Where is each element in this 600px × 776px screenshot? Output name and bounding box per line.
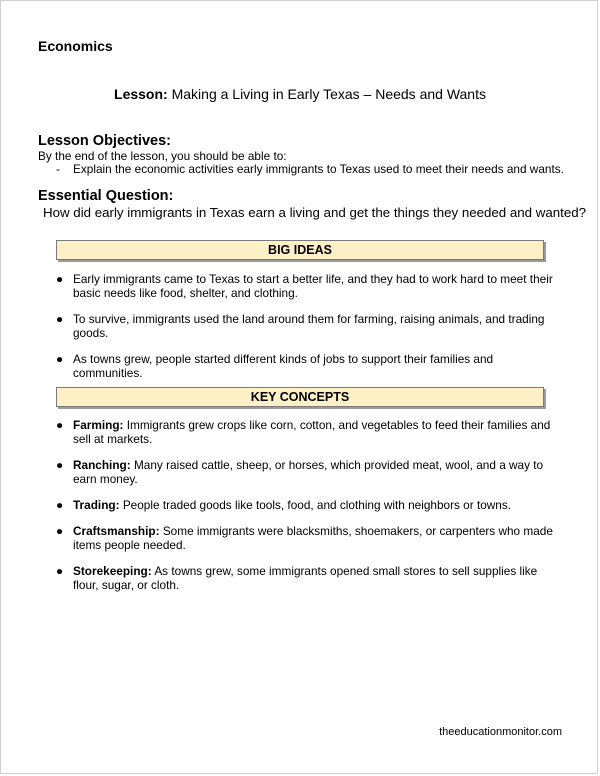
key-concept-text: Some immigrants were blacksmiths, shoemakers, or carpenters who made items people needed. (73, 524, 553, 552)
bullet-icon: ● (56, 418, 64, 432)
big-ideas-banner: BIG IDEAS (56, 240, 544, 260)
big-idea-item (56, 272, 556, 300)
key-concept-text: As towns grew, some immigrants opened small stores to sell supplies like flour, sugar, or cloth. (73, 564, 538, 592)
big-idea-text: To survive, immigrants used the land around them for farming, raising animals, and trading goods. (73, 312, 545, 340)
bullet-icon: ● (56, 498, 64, 512)
key-concept-item (56, 418, 556, 446)
bullet-icon: ● (56, 272, 64, 286)
key-concept-text: Many raised cattle, sheep, or horses, which provided meat, wool, and a way to earn money. (73, 458, 544, 486)
bullet-icon: ● (56, 458, 64, 472)
objectives-heading: Lesson Objectives: (38, 133, 171, 149)
dash-marker: - (56, 162, 60, 176)
key-concept-text: Immigrants grew crops like corn, cotton, and vegetables to feed their families and sell at markets. (73, 418, 551, 446)
key-concept-term: Craftsmanship: (73, 524, 160, 538)
bullet-icon: ● (56, 312, 64, 326)
big-idea-item (56, 312, 556, 340)
bullet-icon: ● (56, 352, 64, 366)
lesson-title (0, 86, 600, 102)
key-concept-item (56, 524, 556, 552)
lesson-label: Lesson: (114, 86, 168, 102)
big-idea-text: As towns grew, people started different kinds of jobs to support their families and communities. (73, 352, 494, 380)
objectives-intro: By the end of the lesson, you should be able to: (38, 149, 287, 163)
key-concept-text: People traded goods like tools, food, and clothing with neighbors or towns. (122, 498, 512, 512)
key-concepts-banner: KEY CONCEPTS (56, 387, 544, 407)
bullet-icon: ● (56, 524, 64, 538)
key-concept-term: Farming: (73, 418, 124, 432)
essential-heading: Essential Question: (38, 188, 174, 204)
key-concepts-list (56, 418, 556, 604)
lesson-name: Making a Living in Early Texas – Needs and Wants (171, 86, 486, 102)
big-idea-text: Early immigrants came to Texas to start a better life, and they had to work hard to meet their basic needs like food, shelter, and clothing. (73, 272, 553, 300)
key-concept-term: Ranching: (73, 458, 131, 472)
key-concept-item (56, 458, 556, 486)
key-concept-term: Trading: (73, 498, 120, 512)
big-idea-item (56, 352, 556, 380)
key-concept-item (56, 564, 556, 592)
objective-text: Explain the economic activities early immigrants to Texas used to meet their needs and wants. (73, 162, 564, 176)
bullet-icon: ● (56, 564, 64, 578)
key-concept-term: Storekeeping: (73, 564, 152, 578)
essential-question: How did early immigrants in Texas earn a living and get the things they needed and wanted? (43, 205, 587, 220)
objective-item (56, 162, 564, 176)
subject-title: Economics (38, 38, 113, 54)
footer-website: theeducationmonitor.com (439, 726, 562, 738)
big-ideas-list (56, 272, 556, 392)
key-concept-item (56, 498, 556, 512)
